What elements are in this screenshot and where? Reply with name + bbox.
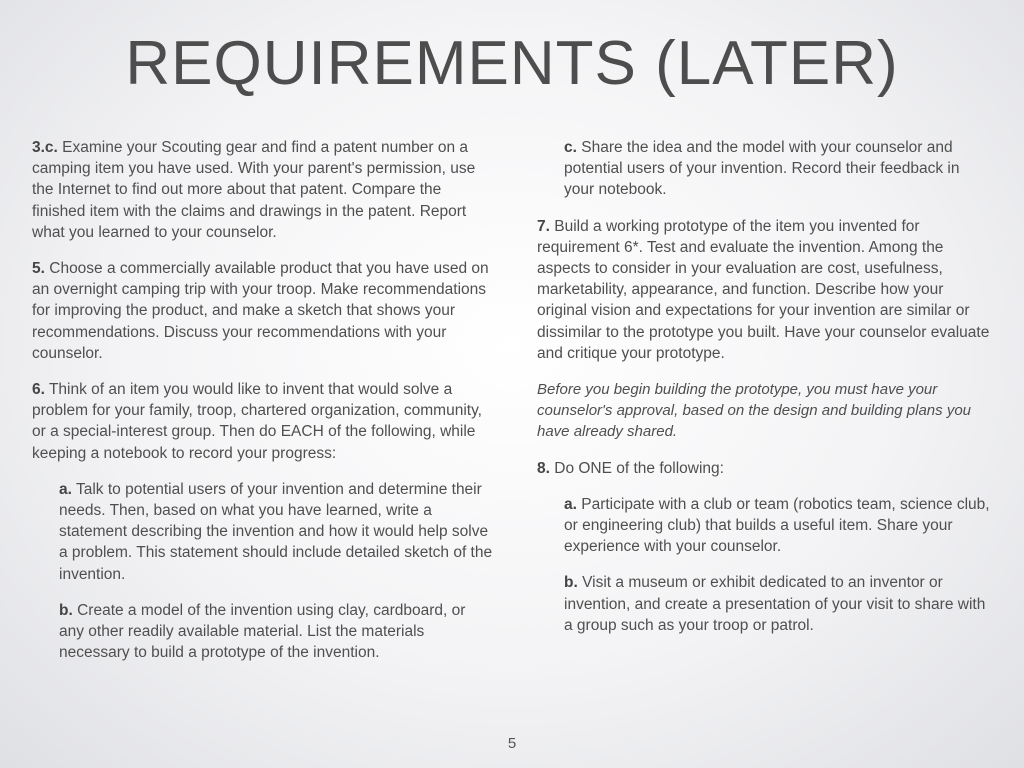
requirement-number: 5. [32, 260, 45, 278]
requirement-number: a. [59, 480, 72, 498]
requirement-text: Create a model of the invention using clay, cardboard, or any other readily available material. List the materials necessary to build a prototype of the invention. [59, 601, 466, 662]
requirement-6a [32, 479, 494, 585]
requirement-text: Choose a commercially available product that you have used on an overnight camping trip with your troop. Make recommendations for improving the product, and make a sketch that shows your recommendations. Discuss your recommendations with your counselor. [32, 260, 489, 362]
requirement-number: 7. [537, 217, 550, 235]
right-column [537, 137, 992, 651]
page-number: 5 [507, 735, 517, 752]
requirement-6 [32, 379, 494, 464]
slide-title: REQUIREMENTS (LATER) [125, 29, 899, 98]
requirement-text: Share the idea and the model with your counselor and potential users of your invention. Record their feedback in your notebook. [564, 139, 960, 199]
requirement-number: a. [564, 495, 577, 513]
requirement-text: Participate with a club or team (robotics team, science club, or engineering club) that builds a useful item. Share your experience with your counselor. [564, 495, 990, 556]
requirement-6b [32, 600, 494, 664]
requirement-7 [537, 216, 992, 364]
requirement-8b [537, 572, 992, 636]
requirement-text: Examine your Scouting gear and find a patent number on a camping item you have used. With your parent's permission, use the Internet to find out more about that patent. Compare the finished item with the claims and drawings in the patent. Report what you learned to your counselor. [32, 139, 476, 241]
requirement-number: 3.c. [32, 139, 58, 156]
requirement-text: Do ONE of the following: [554, 459, 724, 477]
requirement-number: b. [59, 601, 73, 619]
requirement-3c [32, 137, 494, 243]
approval-note: Before you begin building the prototype, you must have your counselor's approval, based on the design and building plans you have already shared. [537, 381, 972, 441]
requirement-number: c. [564, 139, 577, 156]
requirement-6c [537, 137, 992, 201]
requirement-text: Talk to potential users of your invention and determine their needs. Then, based on what you have learned, write a statement describing the invention and how it would help solve a problem. This statement should include detailed sketch of the invention. [59, 480, 493, 583]
requirement-text: Visit a museum or exhibit dedicated to an inventor or invention, and create a presentation of your visit to share with a group such as your troop or patrol. [564, 574, 986, 634]
requirement-number: b. [564, 574, 578, 592]
requirement-number: 8. [537, 459, 550, 477]
requirement-5 [32, 258, 494, 364]
requirement-text: Build a working prototype of the item you invented for requirement 6*. Test and evaluate the invention. Among the aspects to consider in your evaluation are cost, usefulness, marketability, appearance, and function. Describe how your original vision and expectations for your invention are similar or dissimilar to the prototype you built. Have your counselor evaluate and critique your prototype. [537, 217, 990, 362]
requirement-8a [537, 494, 992, 558]
requirement-number: 6. [32, 381, 45, 399]
requirement-8 [537, 458, 992, 479]
requirement-text: Think of an item you would like to invent that would solve a problem for your family, troop, chartered organization, community, or a special-interest group. Then do EACH of the following, while keeping a notebook to record your progress: [32, 381, 482, 462]
left-column [32, 137, 494, 678]
